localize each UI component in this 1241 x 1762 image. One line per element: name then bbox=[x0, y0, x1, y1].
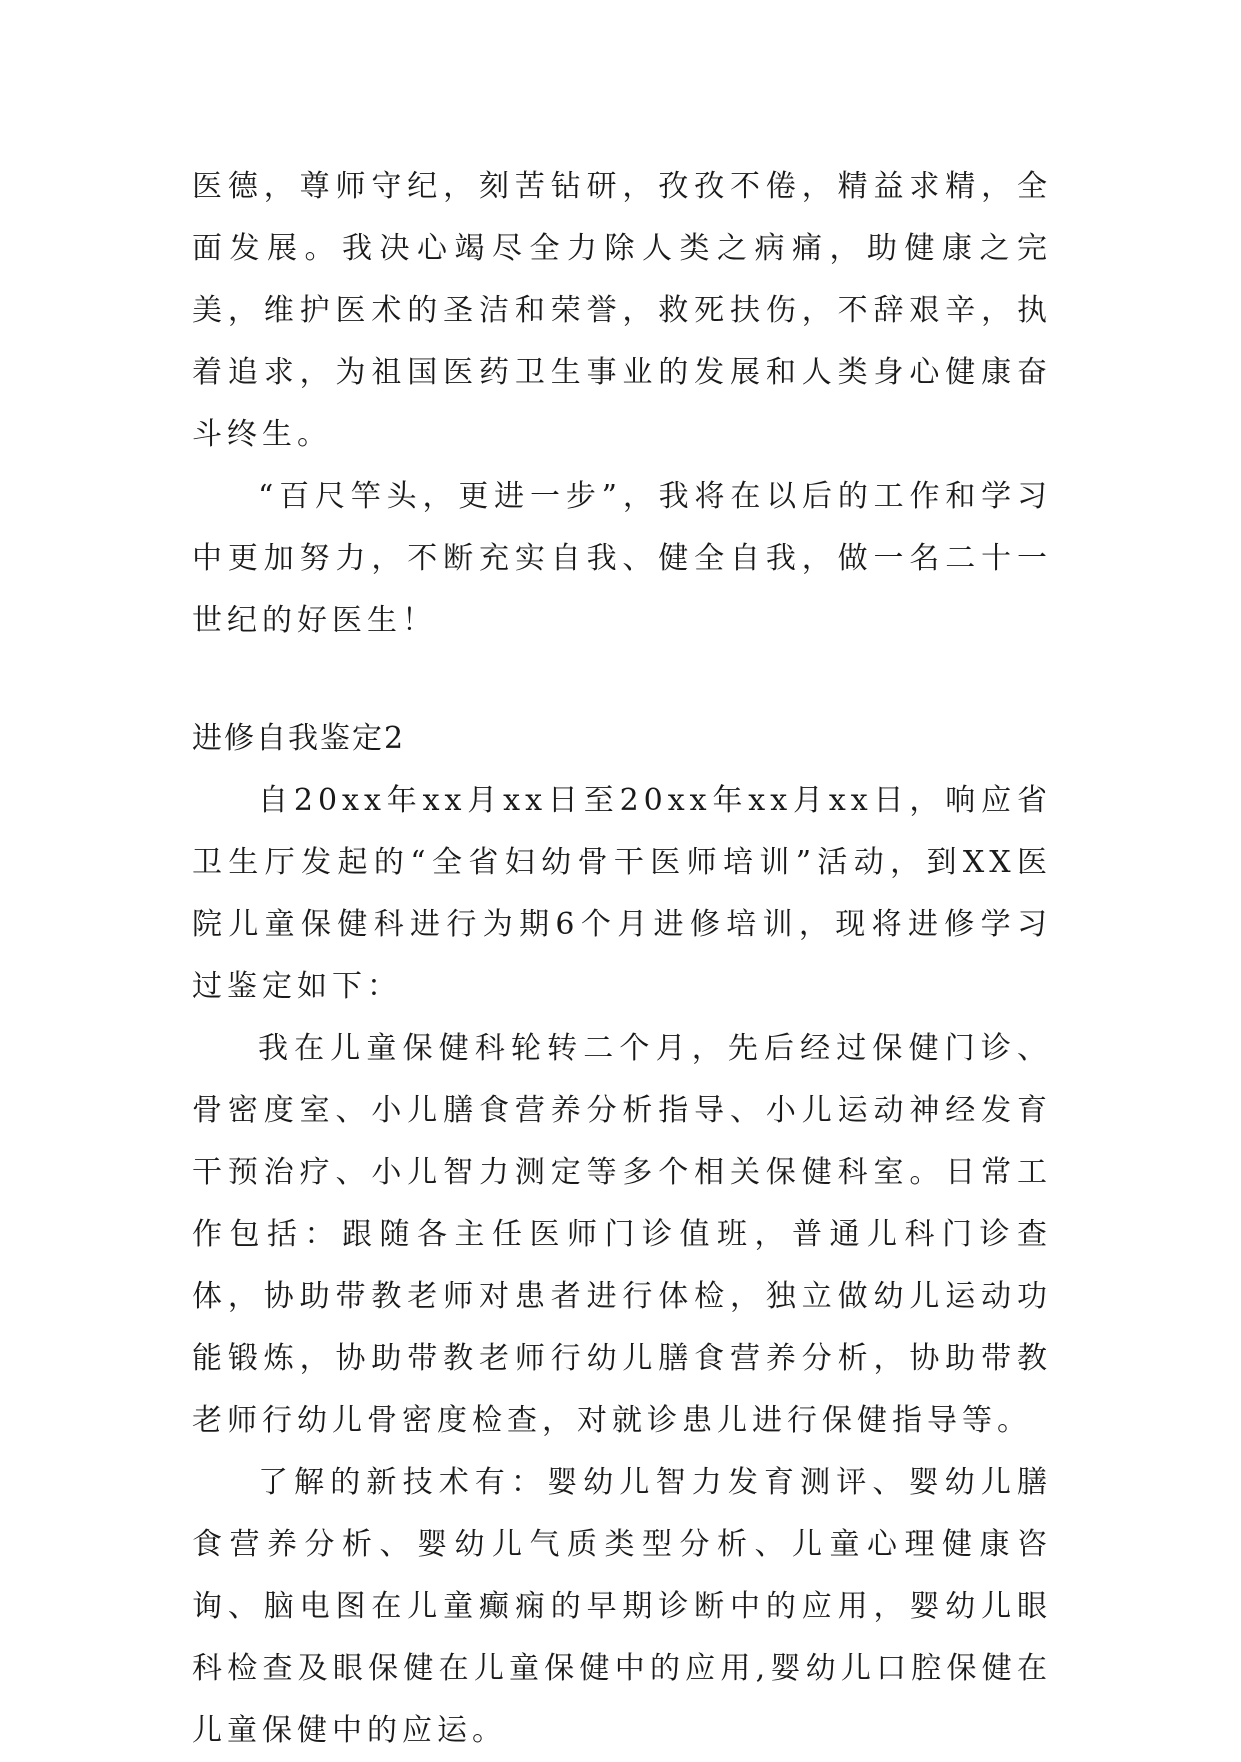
section-title: 进修自我鉴定2 bbox=[192, 721, 406, 756]
paragraph-continued: 医德，尊师守纪，刻苦钻研，孜孜不倦，精益求精，全面发展。我决心竭尽全力除人类之病痛，助健康之完美，维护医术的圣洁和荣誉，救死扶伤，不辞艰辛，执着追求，为祖国医药卫生事业的发展和人类身心健康奋斗终生。 bbox=[192, 169, 1052, 452]
document-body bbox=[192, 156, 1052, 1762]
paragraph-closing: “百尺竿头，更进一步”，我将在以后的工作和学习中更加努力，不断充实自我、健全自我，做一名二十一世纪的好医生！ bbox=[192, 479, 1052, 638]
paragraph-new-techniques: 了解的新技术有：婴幼儿智力发育测评、婴幼儿膳食营养分析、婴幼儿气质类型分析、儿童心理健康咨询、脑电图在儿童癫痫的早期诊断中的应用，婴幼儿眼科检查及眼保健在儿童保健中的应用,婴幼儿口腔保健在儿童保健中的应运。 bbox=[192, 1465, 1052, 1748]
paragraph-rotation: 我在儿童保健科轮转二个月，先后经过保健门诊、骨密度室、小儿膳食营养分析指导、小儿运动神经发育干预治疗、小儿智力测定等多个相关保健科室。日常工作包括：跟随各主任医师门诊值班，普通儿科门诊查体，协助带教老师对患者进行体检，独立做幼儿运动功能锻炼，协助带教老师行幼儿膳食营养分析，协助带教老师行幼儿骨密度检查，对就诊患儿进行保健指导等。 bbox=[192, 1031, 1052, 1438]
paragraph-intro: 自20xx年xx月xx日至20xx年xx月xx日，响应省卫生厅发起的“全省妇幼骨干医师培训”活动，到XX医院儿童保健科进行为期6个月进修培训，现将进修学习过鉴定如下： bbox=[192, 783, 1052, 1004]
